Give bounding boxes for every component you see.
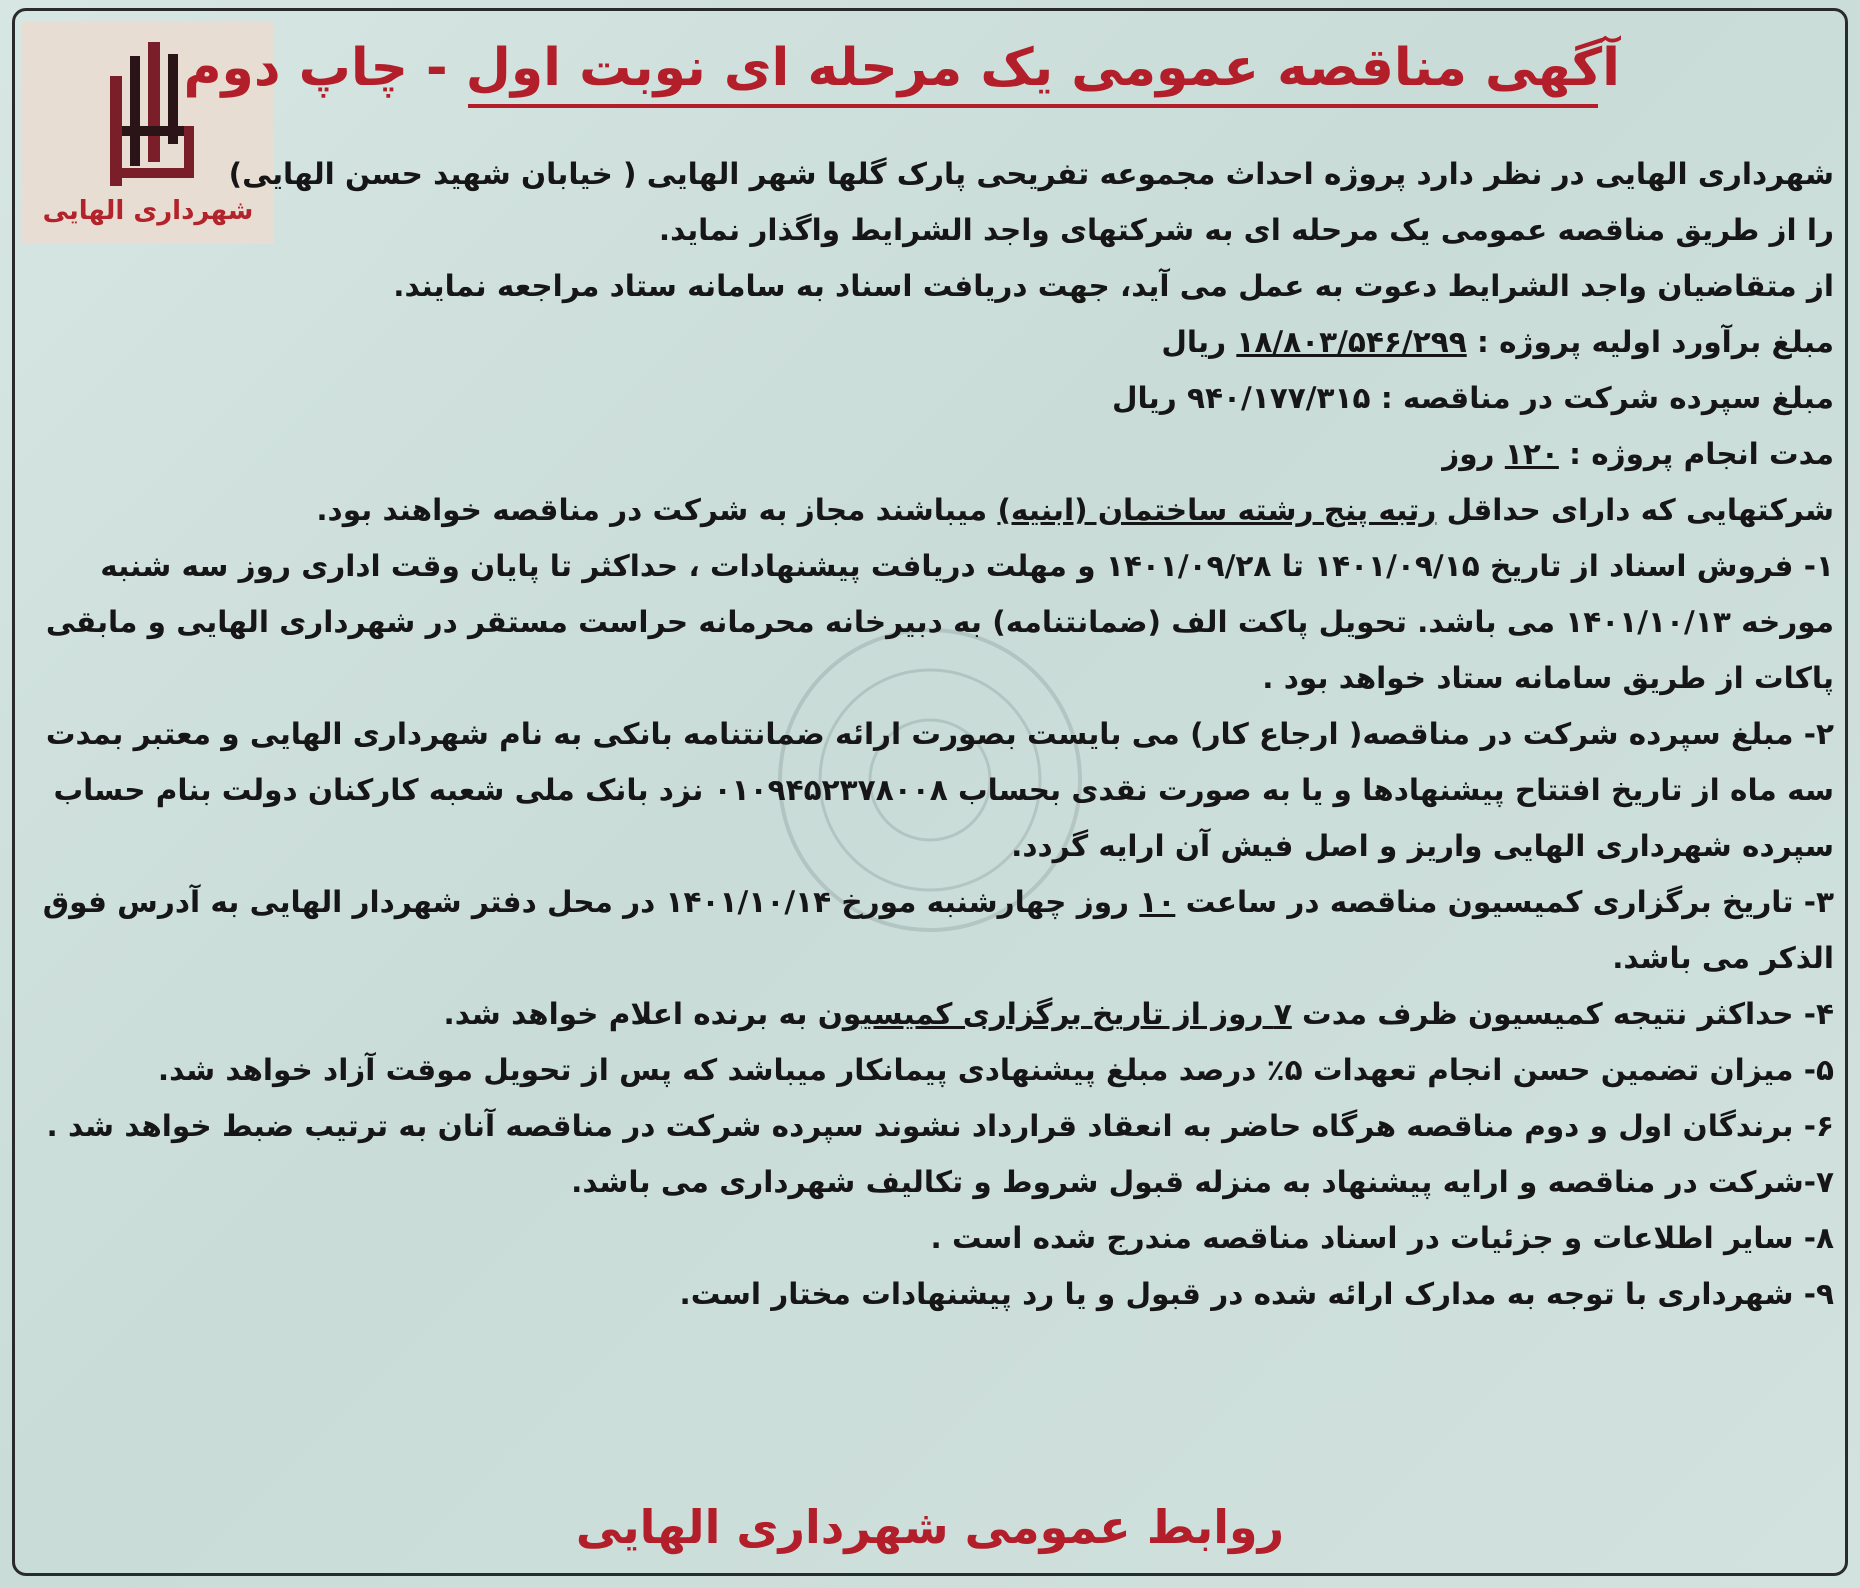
deposit-label: مبلغ سپرده شرکت در مناقصه : [1380, 381, 1834, 415]
footer-signature: روابط عمومی شهرداری الهایی [575, 1500, 1285, 1554]
estimate-line [34, 314, 1834, 370]
eligibility-before: شرکتهایی که دارای حداقل [1446, 493, 1834, 527]
eligibility-after: میباشند مجاز به شرکت در مناقصه خواهند بود. [316, 493, 988, 527]
duration-line [34, 426, 1834, 482]
item-9-line: ۹- شهرداری با توجه به مدارک ارائه شده در قبول و یا رد پیشنهادات مختار است. [679, 1277, 1834, 1311]
estimate-label: مبلغ برآورد اولیه پروژه : [1477, 325, 1834, 359]
item-3-text-a: ۳- تاریخ برگزاری کمیسیون مناقصه در ساعت [1185, 885, 1834, 919]
deposit-amount: ۹۴۰/۱۷۷/۳۱۵ [1186, 381, 1371, 415]
duration-label: مدت انجام پروژه : [1569, 437, 1834, 471]
item-2-line-3: سپرده شهرداری الهایی واریز و اصل فیش آن ارایه گردد. [1011, 829, 1834, 863]
item-4-text-b: به برنده اعلام خواهد شد. [443, 997, 808, 1031]
item-8-line: ۸- سایر اطلاعات و جزئیات در اسناد مناقصه مندرج شده است . [930, 1221, 1834, 1255]
intro-line-2: را از طریق مناقصه عمومی یک مرحله ای به شرکتهای واجد الشرایط واگذار نماید. [658, 213, 1834, 247]
item-6-line: ۶- برندگان اول و دوم مناقصه هرگاه حاضر به انعقاد قرارداد نشوند سپرده شرکت در مناقصه آنان به ترتیب ضبط خواهد شد . [46, 1109, 1834, 1143]
logo-caption: شهرداری الهایی [42, 196, 254, 226]
deposit-unit: ریال [1111, 381, 1177, 415]
estimate-amount: ۱۸/۸۰۳/۵۴۶/۲۹۹ [1236, 325, 1467, 359]
item-1-line-3: پاکات از طریق سامانه ستاد خواهد بود . [1262, 661, 1834, 695]
item-4-text-a: ۴- حداکثر نتیجه کمیسیون ظرف مدت [1302, 997, 1834, 1031]
item-7-line: ۷-شرکت در مناقصه و ارایه پیشنهاد به منزله قبول شروط و تکالیف شهرداری می باشد. [571, 1165, 1834, 1199]
notice-body [34, 146, 1834, 1322]
item-3-line-1 [34, 874, 1834, 930]
eligibility-line [34, 482, 1834, 538]
intro-line-3: از متقاضیان واجد الشرایط دعوت به عمل می آید، جهت دریافت اسناد به سامانه ستاد مراجعه نمایند. [393, 269, 1834, 303]
title-underline [468, 104, 1598, 108]
intro-line-1: شهرداری الهایی در نظر دارد پروژه احداث مجموعه تفریحی پارک گلها شهر الهایی ( خیابان شهید حسن الهایی) [228, 157, 1834, 191]
estimate-unit: ریال [1161, 325, 1227, 359]
item-1-line-2: مورخه ۱۴۰۱/۱۰/۱۳ می باشد. تحویل پاکت الف (ضمانتنامه) به دبیرخانه محرمانه حراست مستقر در شهرداری الهایی و مابقی [45, 605, 1834, 639]
page-title: آگهی مناقصه عمومی یک مرحله ای نوبت اول - چاپ دوم [183, 38, 1620, 98]
item-3-line-2: الذکر می باشد. [1612, 941, 1834, 975]
item-2-line-1: ۲- مبلغ سپرده شرکت در مناقصه( ارجاع کار) می بایست بصورت ارائه ضمانتنامه بانکی به نام شهرداری الهایی و معتبر بمدت [45, 717, 1834, 751]
duration-unit: روز [1442, 437, 1495, 471]
item-3-text-b: روز چهارشنبه مورخ ۱۴۰۱/۱۰/۱۴ در محل دفتر شهردار الهایی به آدرس فوق [42, 885, 1130, 919]
item-4-deadline: ۷ روز از تاریخ برگزاری کمیسیون [817, 997, 1292, 1031]
item-2-line-2: سه ماه از تاریخ افتتاح پیشنهادها و یا به صورت نقدی بحساب ۰۱۰۹۴۵۲۳۷۸۰۰۸ نزد بانک ملی شعبه کارکنان دولت بنام حساب [53, 773, 1834, 807]
eligibility-grade: رتبه پنج رشته ساختمان (ابنیه) [997, 493, 1437, 527]
deposit-line [34, 370, 1834, 426]
item-1-line-1: ۱- فروش اسناد از تاریخ ۱۴۰۱/۰۹/۱۵ تا ۱۴۰۱/۰۹/۲۸ و مهلت دریافت پیشنهادات ، حداکثر تا پایان وقت اداری روز سه شنبه [100, 549, 1834, 583]
item-4-line [34, 986, 1834, 1042]
item-5-line: ۵- میزان تضمین حسن انجام تعهدات ۵٪ درصد مبلغ پیشنهادی پیمانکار میباشد که پس از تحویل موقت آزاد خواهد شد. [157, 1053, 1834, 1087]
duration-amount: ۱۲۰ [1504, 437, 1559, 471]
item-3-hour: ۱۰ [1139, 885, 1176, 919]
